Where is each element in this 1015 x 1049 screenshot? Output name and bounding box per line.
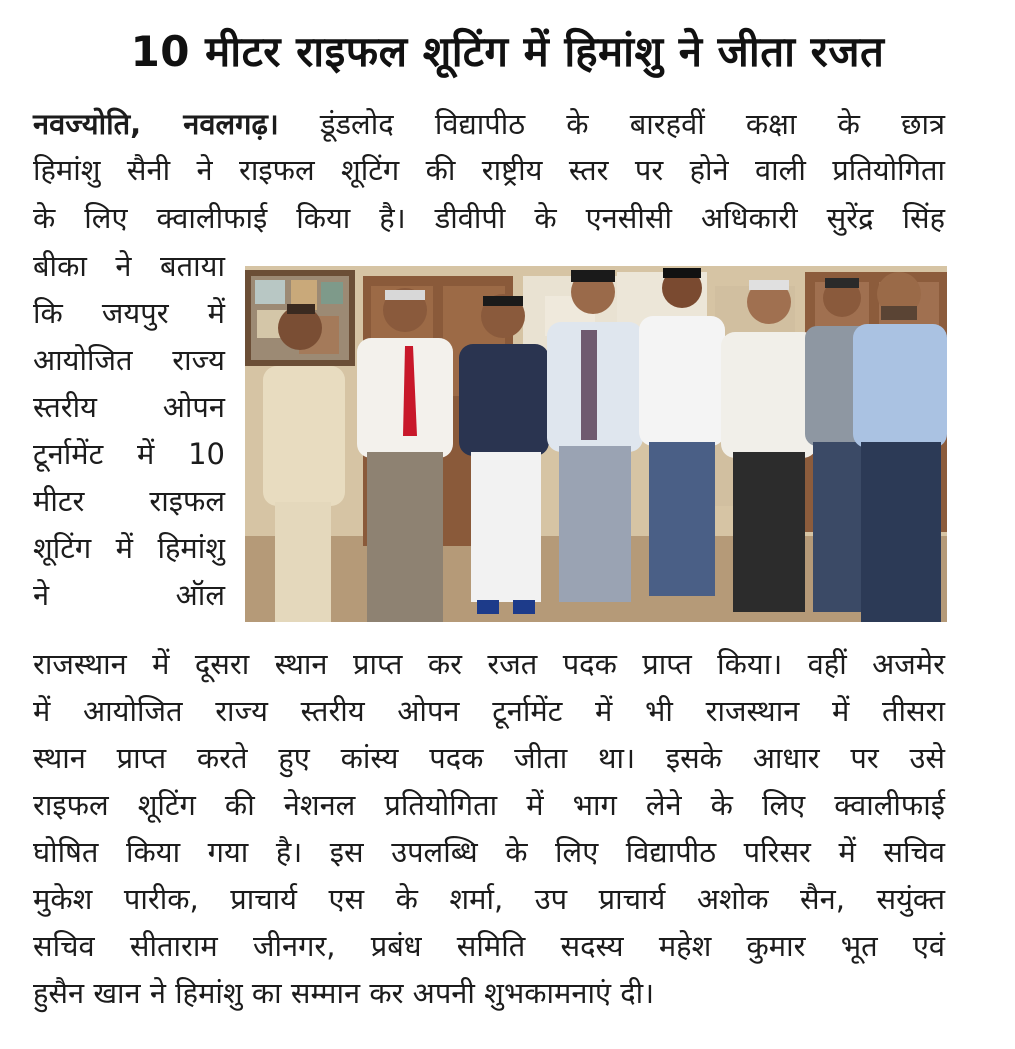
group-photo [245, 266, 947, 622]
article-line-8: घोषित किया गया है। इस उपलब्धि के लिए विद्यापीठ परिसर में सचिव [33, 835, 945, 869]
article-line-6: स्थान प्राप्त करते हुए कांस्य पदक जीता था। इसके आधार पर उसे [33, 741, 945, 775]
side-line-1: बीका ने बताया [33, 249, 225, 283]
side-line-6: मीटर राइफल [33, 484, 225, 518]
article-line-4: राजस्थान में दूसरा स्थान प्राप्त कर रजत पदक प्राप्त किया। वहीं अजमेर [33, 647, 945, 681]
dateline: नवज्योति, नवलगढ़। [33, 107, 279, 141]
article-line-11: हुसैन खान ने हिमांशु का सम्मान कर अपनी शुभकामनाएं दी। [33, 976, 655, 1010]
article-line-3: के लिए क्वालीफाई किया है। डीवीपी के एनसीसी अधिकारी सुरेंद्र सिंह [33, 201, 945, 235]
article-line-1 [33, 104, 945, 144]
side-line-2: कि जयपुर में [33, 296, 225, 330]
article-line-9: मुकेश पारीक, प्राचार्य एस के शर्मा, उप प्राचार्य अशोक सैन, सयुंक्त [33, 882, 945, 916]
group-photo-icon [245, 266, 947, 622]
side-line-8: ने ऑल [33, 578, 225, 612]
side-line-5: टूर्नामेंट में 10 [33, 437, 225, 471]
article-line-5: में आयोजित राज्य स्तरीय ओपन टूर्नामेंट में भी राजस्थान में तीसरा [33, 694, 945, 728]
side-line-4: स्तरीय ओपन [33, 390, 225, 424]
article-line-1-text: डूंडलोद विद्यापीठ के बारहवीं कक्षा के छात्र [278, 107, 946, 141]
article-line-10: सचिव सीताराम जीनगर, प्रबंध समिति सदस्य महेश कुमार भूत एवं [33, 929, 945, 963]
article-headline: 10 मीटर राइफल शूटिंग में हिमांशु ने जीता रजत [130, 27, 885, 76]
side-line-7: शूटिंग में हिमांशु [33, 531, 225, 565]
article-line-2: हिमांशु सैनी ने राइफल शूटिंग की राष्ट्रीय स्तर पर होने वाली प्रतियोगिता [33, 153, 945, 187]
article-line-7: राइफल शूटिंग की नेशनल प्रतियोगिता में भाग लेने के लिए क्वालीफाई [33, 788, 945, 822]
side-line-3: आयोजित राज्य [33, 343, 225, 377]
